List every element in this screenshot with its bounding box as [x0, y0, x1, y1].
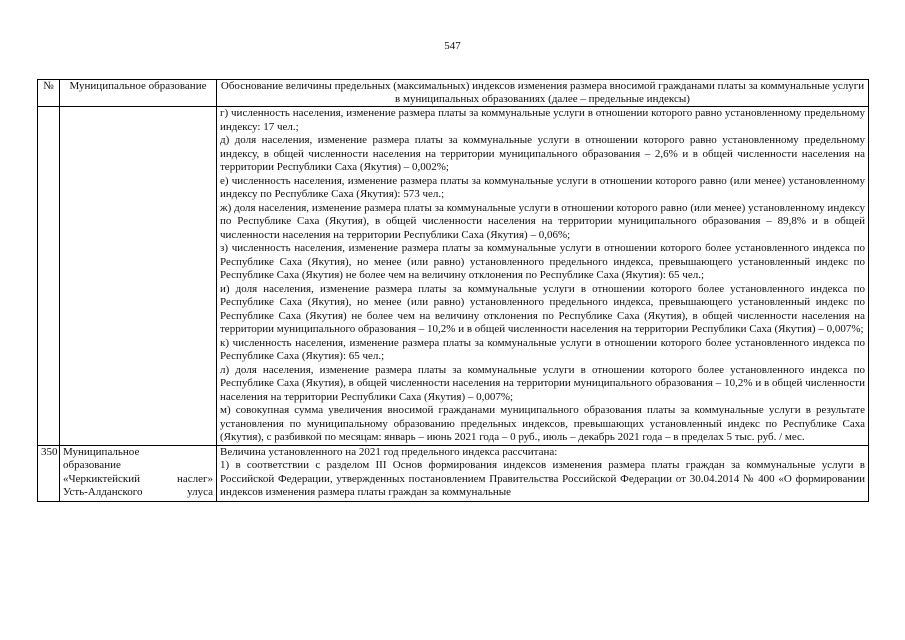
table-row-350 [38, 445, 869, 501]
paragraph-d: д) доля населения, изменение размера платы за коммунальные услуги в отношении которого равно установленному предельному индексу, в общей численности населения на территории муниципального образования – 2,6% и в общей численности населения на территории Республики Саха (Якутия) – 0,002%; [220, 134, 865, 173]
header-num: № [38, 80, 60, 107]
municipality-line-4 [63, 486, 213, 500]
paragraph-1: 1) в соответствии с разделом III Основ формирования индексов изменения размера платы граждан за коммунальные услуги в Российской Федерации, утвержденных постановлением Правительства Российской Федерации от 30.04.2014 № 400 «О формировании индексов изменения размера платы граждан за коммунальные [220, 459, 865, 498]
paragraph-zh: ж) доля населения, изменение размера платы за коммунальные услуги в отношении которого равно (или менее) установленному индексу по Республике Саха (Якутия), в общей численности населения на территории муниципального образования – 89,8% и в общей численности населения на территории Республики Саха (Якутия) – 0,06%; [220, 201, 865, 241]
paragraph-g: г) численность населения, изменение размера платы за коммунальные услуги в отношении которого равно установленному предельному индексу: 17 чел.; [220, 107, 865, 133]
municipality-line-4-a: Усть-Алданского [63, 486, 143, 498]
municipality-line-3-b: наслег» [176, 472, 213, 485]
justification-table [37, 79, 869, 502]
paragraph-k: к) численность населения, изменение размера платы за коммунальные услуги в отношении которого более установленного индекса по Республике Саха (Якутия): 65 чел.; [220, 336, 865, 362]
header-justification: Обоснование величины предельных (максимальных) индексов изменения размера вносимой гражданами платы за коммунальные услуги в муниципальных образованиях (далее – предельные индексы) [217, 80, 869, 107]
row-350-municipality [60, 445, 217, 501]
municipality-line-4-b: улуса [187, 486, 213, 498]
row-350-num: 350 [38, 445, 60, 501]
row-350-justification [217, 445, 869, 501]
table-row [38, 107, 869, 446]
municipality-line-2: образование [63, 459, 121, 471]
table-header-row [38, 80, 869, 107]
page-number: 547 [444, 40, 461, 52]
row-num-cell [38, 107, 60, 446]
municipality-line-1: Муниципальное [63, 445, 140, 458]
row-justification-cell [217, 107, 869, 446]
paragraph-m: м) совокупная сумма увеличения вносимой гражданами муниципального образования платы за коммунальные услуги в результате установления по муниципальному образованию предельных индексов, превышающих установленный индекс по Республике Саха (Якутия), с разбивкой по месяцам: январь – июнь 2021 года – 0 руб., июль – декабрь 2021 года – в пределах 5 тыс. руб. / мес. [220, 404, 865, 443]
row-municipality-cell [60, 107, 217, 446]
paragraph-i: и) доля населения, изменение размера платы за коммунальные услуги в отношении которого более установленного индекса по Республике Саха (Якутия), но менее (или равно) установленного предельного индекса, превышающего установленный индекс по Республике Саха (Якутия) не более чем на величину отклонения по Республике Саха (Якутия), в общей численности населения на территории муниципального образования – 10,2% и в общей численности населения на территории Республики Саха (Якутия) – 0,007%; [220, 282, 865, 335]
paragraph-z: з) численность населения, изменение размера платы за коммунальные услуги в отношении которого более установленного индекса по Республике Саха (Якутия), но менее (или равно) установленного предельного индекса, превышающего установленный индекс по Республике Саха (Якутия) не более чем на величину отклонения по Республике Саха (Якутия): 65 чел.; [220, 242, 865, 281]
municipality-line-3-a: «Черкиктейский [63, 472, 141, 485]
paragraph-e: е) численность населения, изменение размера платы за коммунальные услуги в отношении которого равно (или менее) установленному индексу по Республике Саха (Якутия): 573 чел.; [220, 174, 865, 200]
paragraph-intro: Величина установленного на 2021 год предельного индекса рассчитана: [220, 445, 558, 458]
paragraph-l: л) доля населения, изменение размера платы за коммунальные услуги в отношении которого более установленного индекса по Республике Саха (Якутия), в общей численности населения на территории муниципального образования – 10,2% и в общей численности населения на территории Республики Саха (Якутия) – 0,007%; [220, 363, 865, 403]
municipality-line-3 [63, 473, 213, 487]
header-municipality: Муниципальное образование [60, 80, 217, 107]
